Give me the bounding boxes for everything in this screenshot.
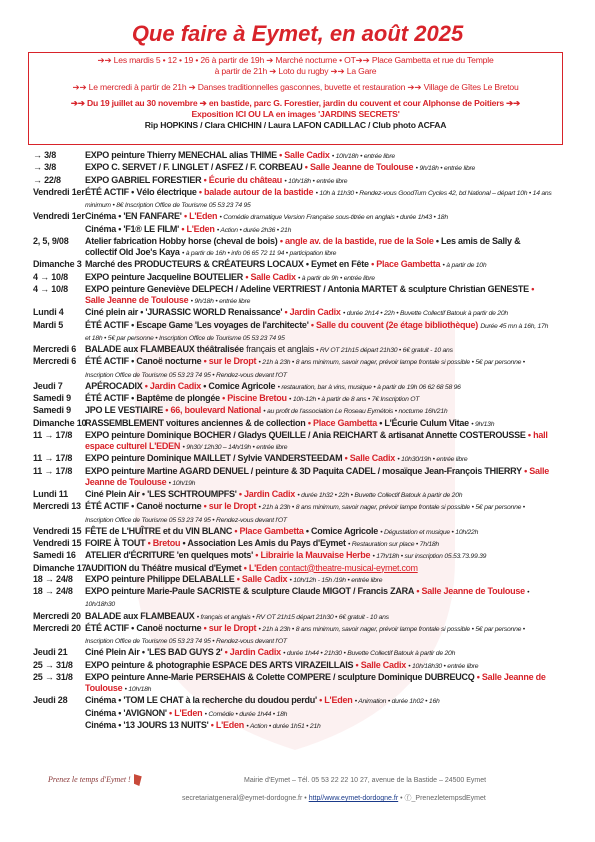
event-title: EXPO peinture Martine AGARD DENUEL / peinture & 3D Paquita CADEL / mosaïque Jean-François THIERRY (85, 465, 522, 476)
event-info: • Action • durée 1h51 • 21h (246, 722, 321, 730)
event-details (85, 720, 553, 732)
event-row (33, 574, 553, 586)
logo-swirl-icon (134, 774, 142, 786)
event-title: ÉTÉ ACTIF • Canoë nocturne (85, 622, 202, 633)
event-date (33, 708, 85, 720)
page-title: Que faire à Eymet, en août 2025 (131, 21, 464, 46)
event-details (85, 150, 553, 162)
event-venue: • Salle Jeanne de Toulouse (85, 283, 535, 305)
event-details (85, 284, 553, 308)
event-date: Vendredi 1er (33, 211, 85, 222)
event-info: • 9h/18h • entrée libre (415, 165, 476, 173)
footer-website-link[interactable]: http//www.eymet-dordogne.fr (308, 795, 399, 802)
event-details (85, 211, 553, 223)
event-title: EXPO peinture & photographie ESPACE DES ARTS VIRAZEILLAIS (85, 659, 354, 670)
event-date: Lundi 4 (33, 307, 64, 318)
event-row (33, 672, 553, 696)
event-details (85, 453, 553, 465)
event-title: BALADE aux FLAMBEAUX (85, 610, 195, 621)
event-row (33, 393, 553, 405)
event-info: • Dégustation et musique • 10h/22h (380, 528, 479, 536)
event-date: Mercredi 6 (33, 344, 77, 354)
event-info: • 21h à 23h • 8 ans minimum, savoir nager, prévoir lampe frontale si possible • 5€ par personne • Inscription Office de Tourisme 05 53 23 74 95 • Rendez-vous devant l'OT (85, 504, 525, 524)
event-info: • à partir de 9h • entrée libre (298, 274, 375, 282)
event-details (85, 430, 553, 454)
event-row (33, 538, 553, 550)
event-row (33, 466, 553, 490)
event-info: • 10h/18h • entrée libre (284, 177, 348, 185)
event-venue: • Salle Cadix (344, 453, 396, 464)
event-venue: • Écurie du château (203, 174, 283, 185)
event-details (85, 175, 553, 187)
event-title: EXPO peinture Dominique BOCHER / Gladys QUEILLE / Ania REICHART & artisanat Annette COSTEROUSSE (85, 429, 526, 440)
event-venue: • angle av. de la bastide, rue de la Sole (279, 235, 434, 246)
recurring-line-3: ➔➔ Le mercredi à partir de 21h ➔ Danses traditionnelles gasconnes, buvette et restauration ➔➔ Village de Gîtes Le Bretou (72, 82, 519, 92)
event-organizer: • Les amis de Sally & collectif Old Joe's Kaya (85, 235, 521, 257)
event-title: ÉTÉ ACTIF • Baptême de plongée (85, 393, 220, 403)
event-row (33, 418, 553, 430)
event-venue: • Librairie la Mauvaise Herbe (255, 550, 371, 561)
event-title: Cinéma • 'EN FANFARE' (85, 211, 182, 222)
event-organizer: • Association Les Amis du Pays d'Eymet (182, 538, 346, 548)
event-details (85, 187, 553, 212)
event-details (85, 672, 553, 696)
event-details (85, 393, 553, 405)
event-details (85, 586, 553, 611)
event-row (33, 563, 553, 574)
event-info: • 10h/18h (124, 686, 152, 693)
event-organizer: • Comice Agricole (203, 380, 276, 391)
event-info: • durée 1h32 • 22h • Buvette Collectif Batouk à partir de 20h (297, 492, 463, 499)
event-details (85, 381, 553, 393)
event-info: • 21h à 23h • 8 ans minimum, savoir nager, prévoir lampe frontale si possible • 5€ par personne • Inscription Office de Tourisme 05 53 23 74 95 • Rendez-vous devant l'OT (85, 625, 525, 645)
event-row (33, 405, 553, 417)
event-date: Mardi 5 (33, 319, 64, 330)
event-venue: • sur le Dropt (203, 501, 257, 512)
event-info: • 17h/18h • sur inscription 05.53.73.99.39 (372, 553, 487, 561)
event-info: • 10h/18h30 (85, 589, 530, 609)
event-date: Samedi 9 (33, 393, 71, 403)
event-row (33, 272, 553, 284)
event-info: • français et anglais • RV OT 21h15 départ 21h30 • 6€ gratuit - 10 ans (196, 613, 389, 621)
event-title: APÉROCADIX (85, 380, 143, 391)
event-date: Vendredi 15 (33, 538, 82, 548)
event-title: BALADE aux FLAMBEAUX théâtralisée (85, 344, 244, 354)
event-date: 11 → 17/8 (33, 453, 73, 464)
event-info: • 10h/19h (168, 479, 196, 487)
event-venue: • L'Eden (181, 223, 215, 234)
event-date: 2, 5, 9/08 (33, 235, 69, 246)
event-row (33, 489, 553, 501)
event-title: Marché des PRODUCTEURS & CRÉATEURS LOCAUX • Eymet en Fête (85, 259, 369, 270)
event-row (33, 501, 553, 526)
event-details (85, 344, 553, 356)
event-title: Ciné Plein Air • 'LES BAD GUYS 2' (85, 647, 223, 658)
event-venue: • L'Eden (243, 562, 277, 573)
event-details (85, 647, 553, 659)
event-row (33, 320, 553, 345)
event-info: • 10h/18h30 • entrée libre (408, 662, 479, 670)
event-date: Vendredi 1er (33, 186, 85, 197)
event-venue: • Salle du couvent (2e étage bibliothèque) (310, 319, 479, 330)
event-venue: • Salle Cadix (355, 659, 406, 670)
event-title: Atelier fabrication Hobby horse (cheval de bois) (85, 235, 278, 246)
event-details (85, 660, 553, 672)
event-title: FOIRE À TOUT (85, 538, 146, 548)
event-row (33, 708, 553, 720)
event-title: EXPO peinture Anne-Marie PERSEHAIS & Colette COMPERE / sculpture Dominique DUBREUCQ (85, 671, 475, 682)
footer-address: Mairie d'Eymet – Tél. 05 53 22 22 10 27, avenue de la Bastide – 24500 Eymet (244, 777, 487, 784)
event-venue: • Place Gambetta (307, 417, 377, 428)
event-venue: • Place Gambetta (371, 259, 441, 270)
event-date: → 3/8 (33, 150, 57, 160)
event-row (33, 381, 553, 393)
event-date: 11 → 17/8 (33, 429, 73, 440)
event-info: Durée 45 mn à 16h, 17h et 18h • 5€ par personne • Inscription Office de Tourisme 05 53 23 74 95 (85, 322, 549, 342)
event-venue: • L'Eden (319, 695, 353, 706)
event-venue: • Jardin Cadix (284, 307, 341, 318)
event-title: EXPO peinture Geneviève DELPECH / Adeline VERTRIEST / Antonia MARTET & sculpture Christian GENESTE (85, 283, 529, 294)
event-title: EXPO peinture Thierry MENECHAL alias THIME (85, 150, 277, 160)
event-details (85, 405, 553, 417)
event-row (33, 236, 553, 260)
event-row (33, 175, 553, 187)
event-venue: • sur le Dropt (203, 356, 257, 367)
event-info: • 10h/18h • entrée libre (331, 153, 395, 160)
event-info: • Comédie dramatique Version Française sous-titrée en anglais • durée 1h43 • 18h (219, 214, 448, 222)
event-venue: • L'Eden (169, 707, 203, 718)
event-details (85, 611, 553, 623)
event-title: EXPO peinture Dominique MAILLET / Sylvie VANDERSTEEDAM (85, 453, 343, 464)
event-title: ÉTÉ ACTIF • Vélo électrique (85, 186, 197, 197)
event-info: • 9h30/ 12h30 – 14h/19h • entrée libre (182, 444, 288, 451)
town-logo (48, 774, 142, 786)
event-row (33, 623, 553, 648)
event-title: Cinéma • 'F1® LE FILM' (85, 223, 180, 234)
event-venue: • Salle Jeanne de Toulouse (85, 465, 550, 487)
event-details (85, 623, 553, 648)
event-title: Ciné plein air • 'JURASSIC WORLD Renaissance' (85, 307, 283, 318)
event-date: 25 → 31/8 (33, 671, 73, 682)
event-venue: • sur le Dropt (203, 622, 257, 633)
event-date: 18 → 24/8 (33, 586, 73, 596)
event-venue: • 66, boulevard National (165, 405, 261, 416)
event-date: Lundi 11 (33, 489, 68, 499)
event-details (85, 418, 553, 430)
event-details (85, 501, 553, 526)
event-title: Ciné Plein Air • 'LES SCHTROUMPFS' (85, 489, 237, 499)
event-title: Cinéma • 'TOM LE CHAT à la recherche du doudou perdu' (85, 695, 317, 706)
event-row (33, 695, 553, 707)
event-row (33, 162, 553, 174)
event-row (33, 453, 553, 465)
event-title: ÉTÉ ACTIF • Canoë nocturne (85, 501, 202, 512)
event-info: • Animation • durée 1h02 • 16h (354, 698, 440, 706)
event-row (33, 259, 553, 271)
event-info: • Comédie • durée 1h44 • 18h (204, 710, 288, 718)
event-info: • 10h30/19h • entrée libre (397, 456, 468, 464)
event-date: Mercredi 20 (33, 622, 81, 633)
event-row (33, 284, 553, 308)
event-date: Mercredi 13 (33, 501, 81, 512)
event-date (33, 720, 85, 732)
event-date: Dimanche 10 (33, 417, 87, 428)
event-details (85, 550, 553, 562)
event-venue: • Piscine Bretou (222, 393, 287, 403)
event-details (85, 162, 553, 174)
event-info: • 10h à 11h30 • Rendez-vous GoodTurn Cycles 42, bd National – départ 10h • 14 ans minimum • 8€ Inscription Office de Tourisme 05 53 23 74 95 (85, 189, 552, 209)
event-date: Jeudi 21 (33, 647, 68, 658)
event-title: Cinéma • '13 JOURS 13 NUITS' (85, 719, 209, 730)
event-details (85, 574, 553, 586)
event-details (85, 224, 553, 236)
event-date: 18 → 24/8 (33, 573, 73, 584)
event-venue: • Place Gambetta (234, 525, 304, 536)
event-date: 11 → 17/8 (33, 465, 73, 476)
event-row (33, 526, 553, 538)
event-venue: • Jardin Cadix (144, 380, 201, 391)
event-date: Samedi 9 (33, 405, 71, 416)
event-row (33, 430, 553, 454)
event-date: Dimanche 3 (33, 259, 82, 270)
event-row (33, 611, 553, 623)
event-date (33, 224, 85, 236)
exhibition-artists: Rip HOPKINS / Clara CHICHIN / Laura LAFON CADILLAC / Club photo ACFAA (144, 120, 447, 130)
event-row (33, 356, 553, 381)
event-venue: • Salle Jeanne de Toulouse (304, 162, 414, 173)
event-organizer: • Comice Agricole (305, 525, 378, 536)
event-info: • à partir de 16h • info 06 65 72 11 94 • participation libre (181, 250, 337, 257)
event-venue: • balade autour de la bastide (198, 186, 314, 197)
event-row (33, 224, 553, 236)
event-title: EXPO peinture Jacqueline BOUTELIER (85, 271, 244, 282)
event-title: EXPO peinture Philippe DELABALLE (85, 573, 235, 584)
event-details (85, 708, 553, 720)
event-details (85, 695, 553, 707)
event-organizer: • L'Écurie Culum Vitae (379, 417, 469, 428)
event-date: 4 → 10/8 (33, 271, 68, 282)
event-venue: • Salle Cadix (245, 271, 296, 282)
event-details (85, 320, 553, 345)
event-venue: • Bretou (147, 538, 181, 548)
event-contact-link[interactable]: contact@theatre-musical-eymet.com (279, 562, 418, 573)
event-row (33, 211, 553, 223)
event-details (85, 236, 553, 260)
event-row (33, 720, 553, 732)
event-title: ATELIER d'ÉCRITURE 'en quelques mots' (85, 550, 254, 561)
event-title: FÊTE de L'HUÎTRE et du VIN BLANC (85, 525, 233, 536)
event-date: Vendredi 15 (33, 525, 82, 536)
event-row (33, 660, 553, 672)
event-info: • RV OT 21h15 départ 21h30 • 6€ gratuit - 10 ans (316, 347, 453, 354)
event-row (33, 307, 553, 319)
event-details (85, 259, 553, 271)
event-venue: • Jardin Cadix (224, 647, 281, 658)
event-date: Jeudi 28 (33, 695, 68, 706)
event-info: • 9h/18h • entrée libre (190, 298, 251, 305)
event-title: ÉTÉ ACTIF • Canoë nocturne (85, 356, 202, 367)
event-title: ÉTÉ ACTIF • Escape Game 'Les voyages de l'architecte' (85, 319, 309, 330)
event-row (33, 586, 553, 611)
event-language: français et anglais (246, 344, 314, 354)
exhibition-title: Exposition ICI OU LA en images 'JARDINS SECRETS' (191, 109, 400, 119)
event-details (85, 538, 553, 550)
event-details (85, 489, 553, 501)
event-venue: • Salle Cadix (279, 150, 330, 160)
recurring-line-4: ➔➔ Du 19 juillet au 30 novembre ➔ en bastide, parc G. Forestier, jardin du couvent et cour Alphonse de Poitiers ➔➔ (70, 98, 521, 108)
event-info: • 21h à 23h • 8 ans minimum, savoir nager, prévoir lampe frontale si possible • 5€ par personne • Inscription Office de Tourisme 05 53 23 74 95 • Rendez-vous devant l'OT (85, 359, 525, 379)
event-details (85, 272, 553, 284)
event-date: Mercredi 6 (33, 356, 77, 367)
event-info: • Action • durée 2h36 • 21h (216, 226, 292, 234)
event-venue: • L'Eden (210, 719, 245, 730)
event-title: JPO LE VESTIAIRE (85, 405, 164, 416)
footer-email[interactable]: secretariatgeneral@eymet-dordogne.fr • (182, 795, 307, 802)
event-title: EXPO C. SERVET / F. LINGLET / ASFEZ / F. CORBEAU (85, 162, 303, 173)
event-title: RASSEMBLEMENT voitures anciennes & de collection (85, 417, 306, 428)
event-venue: • Salle Jeanne de Toulouse (85, 671, 546, 693)
event-row (33, 150, 553, 162)
event-info: • 9h/13h (471, 420, 495, 428)
event-info: • durée 1h44 • 21h30 • Buvette Collectif Batouk à partir de 20h (283, 650, 456, 658)
event-venue: • hall espace culturel L'EDEN (85, 429, 548, 451)
event-date: Mercredi 20 (33, 610, 81, 621)
event-date: → 22/8 (33, 174, 61, 185)
event-info: • durée 2h14 • 22h • Buvette Collectif Batouk à partir de 20h (342, 310, 508, 318)
event-info: • 10h/12h - 15h /19h • entrée libre (289, 576, 383, 584)
event-details (85, 356, 553, 381)
event-info: • à partir de 10h (442, 262, 487, 270)
recurring-line-2: à partir de 21h ➔ Loto du rugby ➔➔ La Gare (214, 66, 377, 76)
recurring-events-box (28, 52, 563, 145)
event-date: 4 → 10/8 (33, 283, 68, 294)
event-date: Samedi 16 (33, 550, 76, 561)
event-info: • Restauration sur place • 7h/18h (347, 541, 439, 548)
event-row (33, 550, 553, 562)
event-date: 25 → 31/8 (33, 659, 73, 670)
event-venue: • L'Eden (183, 211, 218, 222)
event-date: → 3/8 (33, 162, 57, 173)
event-info: • restauration, bar à vins, musique • à partir de 19h 06 62 68 58 96 (277, 383, 461, 391)
event-title: EXPO peinture Marie-Paule SACRISTE & sculpture Claude MIGOT / Francis ZARA (85, 586, 415, 596)
recurring-line-1: ➔➔ Les mardis 5 • 12 • 19 • 26 à partir de 19h ➔ Marché nocturne • OT➔➔ Place Gambetta et rue du Temple (97, 55, 494, 65)
event-title: Cinéma • 'AVIGNON' (85, 707, 167, 718)
event-venue: • Salle Jeanne de Toulouse (416, 586, 525, 596)
event-title: EXPO GABRIEL FORESTIER (85, 174, 202, 185)
event-details (85, 526, 553, 538)
logo-text: Prenez le temps d'Eymet ! (48, 774, 131, 784)
event-venue: • Jardin Cadix (238, 489, 296, 499)
event-details (85, 563, 553, 574)
event-row (33, 187, 553, 212)
event-date: Jeudi 7 (33, 380, 63, 391)
event-row (33, 344, 553, 356)
event-info: • 10h-12h • à partir de 8 ans • 7€ Inscription OT (289, 396, 420, 403)
event-venue: • Salle Cadix (236, 573, 288, 584)
footer-social[interactable]: • ⓕ_PrenezletempsdEymet (400, 795, 486, 802)
event-info: • au profit de l'association Le Roseau Eymétois • nocturne 16h/21h (263, 408, 448, 416)
event-details (85, 307, 553, 319)
event-date: Dimanche 17 (33, 562, 87, 573)
event-title: AUDITION du Théâtre musical d'Eymet (85, 562, 242, 573)
events-list (33, 150, 553, 732)
event-details (85, 466, 553, 490)
event-row (33, 647, 553, 659)
